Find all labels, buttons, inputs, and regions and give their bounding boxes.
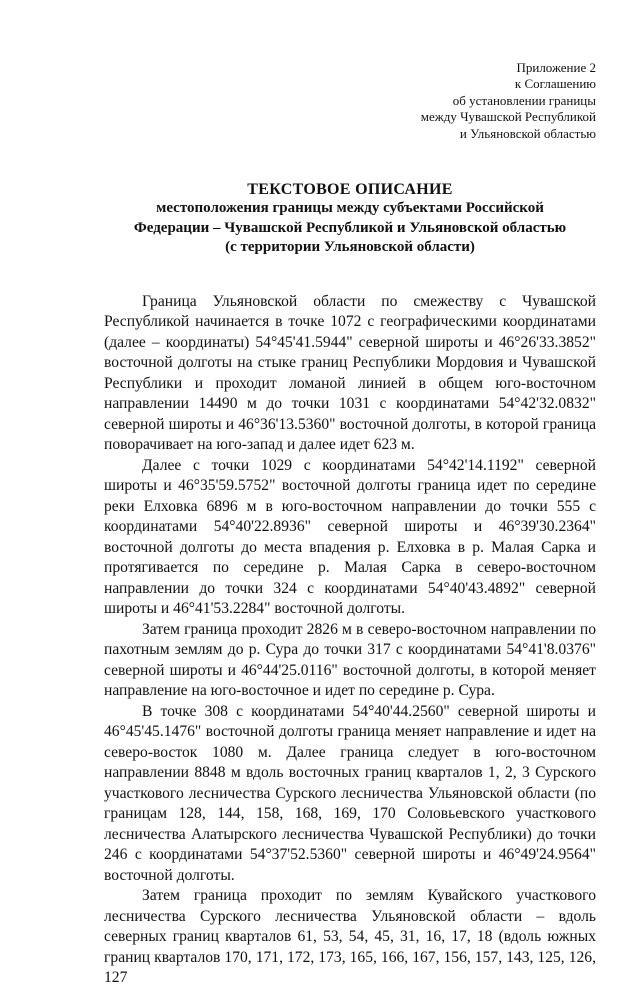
document-title: ТЕКСТОВОЕ ОПИСАНИЕ: [247, 181, 453, 199]
annex-line: Приложение 2: [516, 60, 596, 75]
body-paragraph: Граница Ульяновской области по смежеству с Чувашской Республикой начинается в точке 1072 с географическими координатами (далее – координаты) 54°45'41.5944" северной широты и 46°26'33.3852" восточной долготы на стыке границ Республики Мордовия и Чувашской Республики и проходит ломаной линией в общем юго-восточном направлении 14490 м до точки 1031 с координатами 54°42'32.0832" северной широты и 46°36'13.5360" восточной долготы, в которой граница поворачивает на юго-запад и далее идет 623 м.: [104, 292, 596, 454]
document-subtitle-line: Федерации – Чувашской Республикой и Ульяновской областью: [133, 219, 567, 236]
body-paragraph: В точке 308 с координатами 54°40'44.2560" северной широты и 46°45'45.1476" восточной долготы граница меняет направление и идет на северо-восток 1080 м. Далее граница следует в юго-восточном направлении 8848 м вдоль восточных границ кварталов 1, 2, 3 Сурского участкового лесничества Сурского лесничества Ульяновской области (по границам 128, 144, 158, 168, 169, 170 Соловьевского участкового лесничества Алатырского лесничества Чувашской Республики) до точки 246 с координатами 54°37'52.5360" северной широты и 46°49'24.9564" восточной долготы.: [104, 702, 596, 884]
body-paragraph: Далее с точки 1029 с координатами 54°42'14.1192" северной широты и 46°35'59.5752" восточной долготы граница идет по середине реки Елховка 6896 м в юго-восточном направлении до точки 555 с координатами 54°40'22.8936" северной широты и 46°39'30.2364" восточной долготы до места впадения р. Елховка в р. Малая Сарка и протягивается по середине р. Малая Сарка в северо-восточном направлении до точки 324 с координатами 54°40'43.4892" северной широты и 46°41'53.2284" восточной долготы.: [104, 456, 596, 618]
document-body: [104, 292, 596, 989]
annex-line: между Чувашской Республикой: [420, 109, 596, 125]
annex-line: и Ульяновской областью: [459, 125, 596, 141]
document-subtitle-line: местоположения границы между субъектами Российской: [156, 200, 544, 217]
annex-line: к Соглашению: [514, 76, 596, 92]
document-title-block: [104, 180, 596, 258]
body-paragraph: Затем граница проходит по землям Кувайского участкового лесничества Сурского лесничества Ульяновской области – вдоль северных границ кварталов 61, 53, 54, 45, 31, 16, 17, 18 (вдоль южных границ кварталов 170, 171, 172, 173, 165, 166, 167, 156, 157, 143, 125, 126, 127: [104, 887, 596, 987]
document-subtitle-line: (с территории Ульяновской области): [225, 239, 475, 256]
annex-header: [104, 60, 596, 142]
annex-line: об установлении границы: [452, 92, 596, 108]
body-paragraph: Затем граница проходит 2826 м в северо-восточном направлении по пахотным землям до р. Сура до точки 317 с координатами 54°41'8.0376" северной широты и 46°44'25.0116" восточной долготы, в которой меняет направление на юго-восточное и идет по середине р. Сура.: [104, 620, 596, 700]
